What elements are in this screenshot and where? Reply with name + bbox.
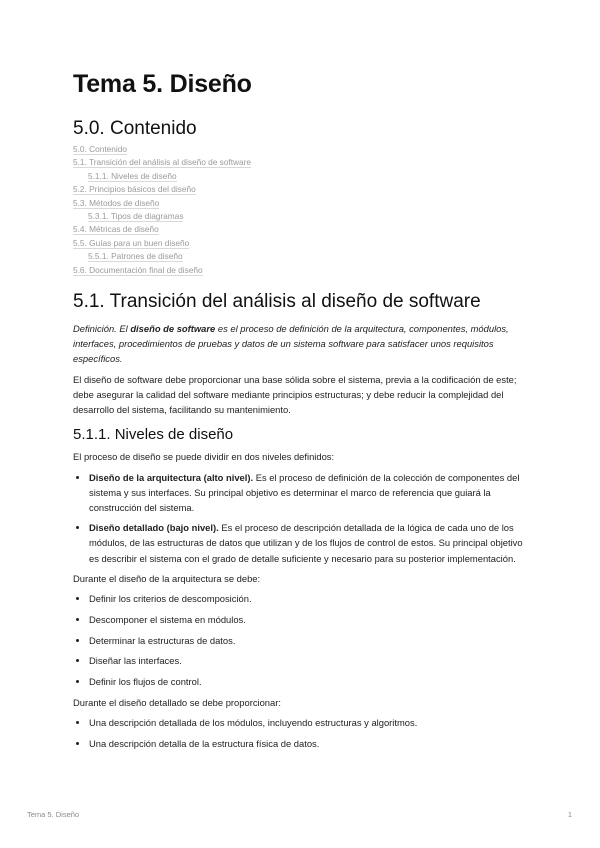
- definition-term: diseño de software: [130, 323, 216, 334]
- section-heading-5-1-1: 5.1.1. Niveles de diseño: [73, 426, 234, 444]
- toc-link[interactable]: 5.6. Documentación final de diseño: [73, 264, 203, 275]
- toc-link[interactable]: 5.1. Transición del análisis al diseño de software: [73, 157, 252, 168]
- architecture-tasks-list: [73, 591, 525, 689]
- list-item: • Descomponer el sistema en módulos.: [89, 612, 525, 627]
- toc-link[interactable]: 5.2. Principios básicos del diseño: [73, 184, 196, 195]
- toc-heading: 5.0. Contenido: [73, 118, 197, 139]
- paragraph: El proceso de diseño se puede dividir en dos niveles definidos:: [73, 451, 335, 463]
- list-item: • Diseñar las interfaces.: [89, 653, 525, 668]
- section-body: [73, 321, 525, 757]
- paragraph: Durante el diseño detallado se debe proporcionar:: [73, 697, 281, 709]
- list-item: • Una descripción detallada de los módulos, incluyendo estructuras y algoritmos.: [89, 715, 525, 730]
- toc-link[interactable]: 5.3.1. Tipos de diagramas: [88, 211, 184, 222]
- paragraph: Durante el diseño de la arquitectura se debe:: [73, 572, 261, 584]
- toc-link[interactable]: 5.5.1. Patrones de diseño: [88, 251, 183, 262]
- definition-paragraph: Definición. El diseño de software es el proceso de definición de la arquitectura, componentes, módulos, interfaces, procedimientos de pruebas y datos de un sistema software para satisfacer unos requisitos específicos.: [73, 323, 509, 365]
- list-item: • Diseño de la arquitectura (alto nivel). Es el proceso de definición de la colección de componentes del sistema y sus interfaces. Su principal objetivo es determinar el marco de referencia que guiará la construcción del sistema.: [89, 470, 525, 516]
- design-levels-list: [73, 470, 525, 566]
- list-item: • Definir los criterios de descomposición.: [89, 591, 525, 606]
- table-of-contents: [73, 143, 373, 277]
- toc-link[interactable]: 5.1.1. Niveles de diseño: [88, 170, 177, 181]
- section-heading-5-1: 5.1. Transición del análisis al diseño de software: [73, 291, 481, 312]
- toc-link[interactable]: 5.3. Métodos de diseño: [73, 197, 160, 208]
- paragraph: El diseño de software debe proporcionar una base sólida sobre el sistema, previa a la codificación de este; debe asegurar la calidad del software mediante principios estructuras; y debe reducir la complejidad del desarrollo del sistema, facilitando su mantenimiento.: [73, 373, 517, 416]
- document-title: Tema 5. Diseño: [73, 70, 252, 98]
- toc-link[interactable]: 5.4. Métricas de diseño: [73, 224, 159, 235]
- list-item: • Una descripción detalla de la estructura física de datos.: [89, 736, 525, 751]
- list-item: • Determinar la estructuras de datos.: [89, 633, 525, 648]
- page-number: 1: [567, 810, 572, 819]
- footer-title: Tema 5. Diseño: [27, 810, 80, 819]
- list-item: • Definir los flujos de control.: [89, 674, 525, 689]
- detailed-design-list: [73, 715, 525, 751]
- toc-link[interactable]: 5.0. Contenido: [73, 144, 127, 154]
- list-item: • Diseño detallado (bajo nivel). Es el proceso de descripción detallada de la lógica de cada uno de los módulos, de las estructuras de datos que utilizan y de los flujos de control de estos. Su principal objetivo es describir el sistema con el grado de detalle suficiente y necesario para su posterior implementación.: [89, 520, 525, 566]
- toc-link[interactable]: 5.5. Guías para un buen diseño: [73, 237, 190, 248]
